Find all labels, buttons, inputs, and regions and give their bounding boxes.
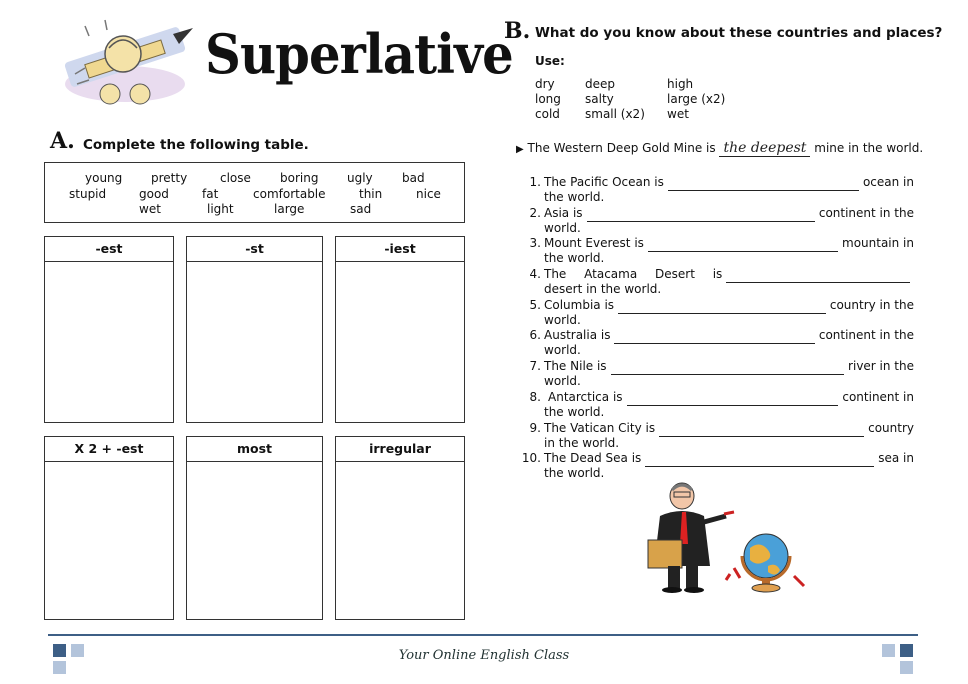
- question-end: sea in: [878, 451, 914, 465]
- question-number: 5.: [529, 298, 541, 312]
- section-a-letter: A.: [50, 128, 75, 154]
- question-end: ocean in: [862, 175, 914, 189]
- table-column-double-est: [44, 436, 174, 620]
- question-number: 6.: [529, 328, 541, 342]
- question-start: Mount Everest is: [544, 236, 644, 250]
- question-start: Columbia is: [544, 298, 615, 312]
- use-word: wet: [667, 107, 689, 121]
- question-start: Antarctica is: [548, 390, 623, 404]
- question-start: The Nile is: [544, 359, 607, 373]
- use-word: high: [667, 77, 694, 91]
- word: close: [220, 171, 251, 185]
- question-start: Australia is: [544, 328, 611, 342]
- question-end: river in the: [848, 359, 914, 373]
- answer-blank[interactable]: [587, 210, 815, 222]
- column-header: -iest: [336, 237, 464, 262]
- answer-blank[interactable]: [645, 455, 874, 467]
- example-after: mine in the world.: [814, 141, 924, 155]
- word: sad: [350, 202, 372, 216]
- question-number: 4.: [529, 267, 541, 281]
- word: comfortable: [253, 187, 326, 201]
- use-word: small (x2): [585, 107, 645, 121]
- answer-blank[interactable]: [611, 363, 844, 375]
- question-end: continent in: [842, 390, 914, 404]
- use-label: Use:: [535, 54, 565, 68]
- question-cont: world.: [544, 374, 581, 388]
- footer-divider: [48, 634, 918, 636]
- question-cont: the world.: [544, 466, 605, 480]
- question-start: Asia is: [544, 206, 583, 220]
- example-answer: the deepest: [719, 140, 810, 157]
- use-word: large (x2): [667, 92, 726, 106]
- question-number: 10.: [521, 451, 541, 465]
- column-header: -est: [45, 237, 173, 262]
- answer-blank[interactable]: [659, 425, 864, 437]
- section-b-instruction: What do you know about these countries and places?: [535, 25, 943, 41]
- example-before: The Western Deep Gold Mine is: [527, 141, 716, 155]
- question-cont: desert in the world.: [544, 282, 662, 296]
- word: large: [274, 202, 305, 216]
- question-end: country in the: [829, 298, 914, 312]
- table-column-most: [186, 436, 323, 620]
- word: young: [85, 171, 123, 185]
- question-start: The Dead Sea is: [544, 451, 642, 465]
- question-cont: world.: [544, 313, 581, 327]
- triangle-bullet-icon: ▶: [516, 144, 524, 155]
- word: fat: [202, 187, 219, 201]
- answer-blank[interactable]: [614, 332, 814, 344]
- question-start: The Atacama Desert is: [544, 267, 723, 281]
- word: ugly: [347, 171, 373, 185]
- question-start: The Pacific Ocean is: [544, 175, 664, 189]
- question-end: mountain in: [842, 236, 914, 250]
- question-cont: the world.: [544, 251, 605, 265]
- example-sentence: [516, 140, 923, 157]
- question-cont: world.: [544, 221, 581, 235]
- question-number: 1.: [529, 175, 541, 189]
- question-number: 9.: [529, 421, 541, 435]
- answer-blank[interactable]: [618, 302, 826, 314]
- table-column-iest: [335, 236, 465, 423]
- word-bank: [44, 162, 465, 223]
- question-number: 2.: [529, 206, 541, 220]
- worksheet-title: Superlative: [205, 22, 513, 86]
- question-end: continent in the: [818, 328, 914, 342]
- question-end: continent in the: [818, 206, 914, 220]
- use-word: cold: [535, 107, 560, 121]
- word: bad: [402, 171, 425, 185]
- word: light: [207, 202, 234, 216]
- section-a-instruction: Complete the following table.: [83, 137, 309, 153]
- word: thin: [359, 187, 383, 201]
- use-word: salty: [585, 92, 614, 106]
- use-word: deep: [585, 77, 615, 91]
- teacher-globe-clipart: [638, 482, 810, 594]
- pencil-clipart: [55, 14, 195, 106]
- question-cont: in the world.: [544, 436, 620, 450]
- question-start: The Vatican City is: [544, 421, 656, 435]
- table-column-est: [44, 236, 174, 423]
- answer-blank[interactable]: [726, 271, 910, 283]
- word: boring: [280, 171, 319, 185]
- answer-blank[interactable]: [627, 394, 839, 406]
- word: stupid: [69, 187, 107, 201]
- use-word: dry: [535, 77, 555, 91]
- column-header: X 2 + -est: [45, 437, 173, 462]
- question-number: 7.: [529, 359, 541, 373]
- question-end: country: [868, 421, 914, 435]
- answer-blank[interactable]: [668, 179, 859, 191]
- question-number: 3.: [529, 236, 541, 250]
- use-word: long: [535, 92, 561, 106]
- column-header: most: [187, 437, 322, 462]
- column-header: irregular: [336, 437, 464, 462]
- table-column-st: [186, 236, 323, 423]
- section-b-letter: B.: [504, 18, 531, 44]
- table-column-irregular: [335, 436, 465, 620]
- footer-text: Your Online English Class: [398, 648, 570, 663]
- word: wet: [139, 202, 161, 216]
- question-number: 8.: [529, 390, 541, 404]
- word: nice: [416, 187, 441, 201]
- question-cont: world.: [544, 343, 581, 357]
- word: pretty: [151, 171, 188, 185]
- question-cont: the world.: [544, 405, 605, 419]
- column-header: -st: [187, 237, 322, 262]
- answer-blank[interactable]: [648, 240, 838, 252]
- question-cont: the world.: [544, 190, 605, 204]
- word: good: [139, 187, 169, 201]
